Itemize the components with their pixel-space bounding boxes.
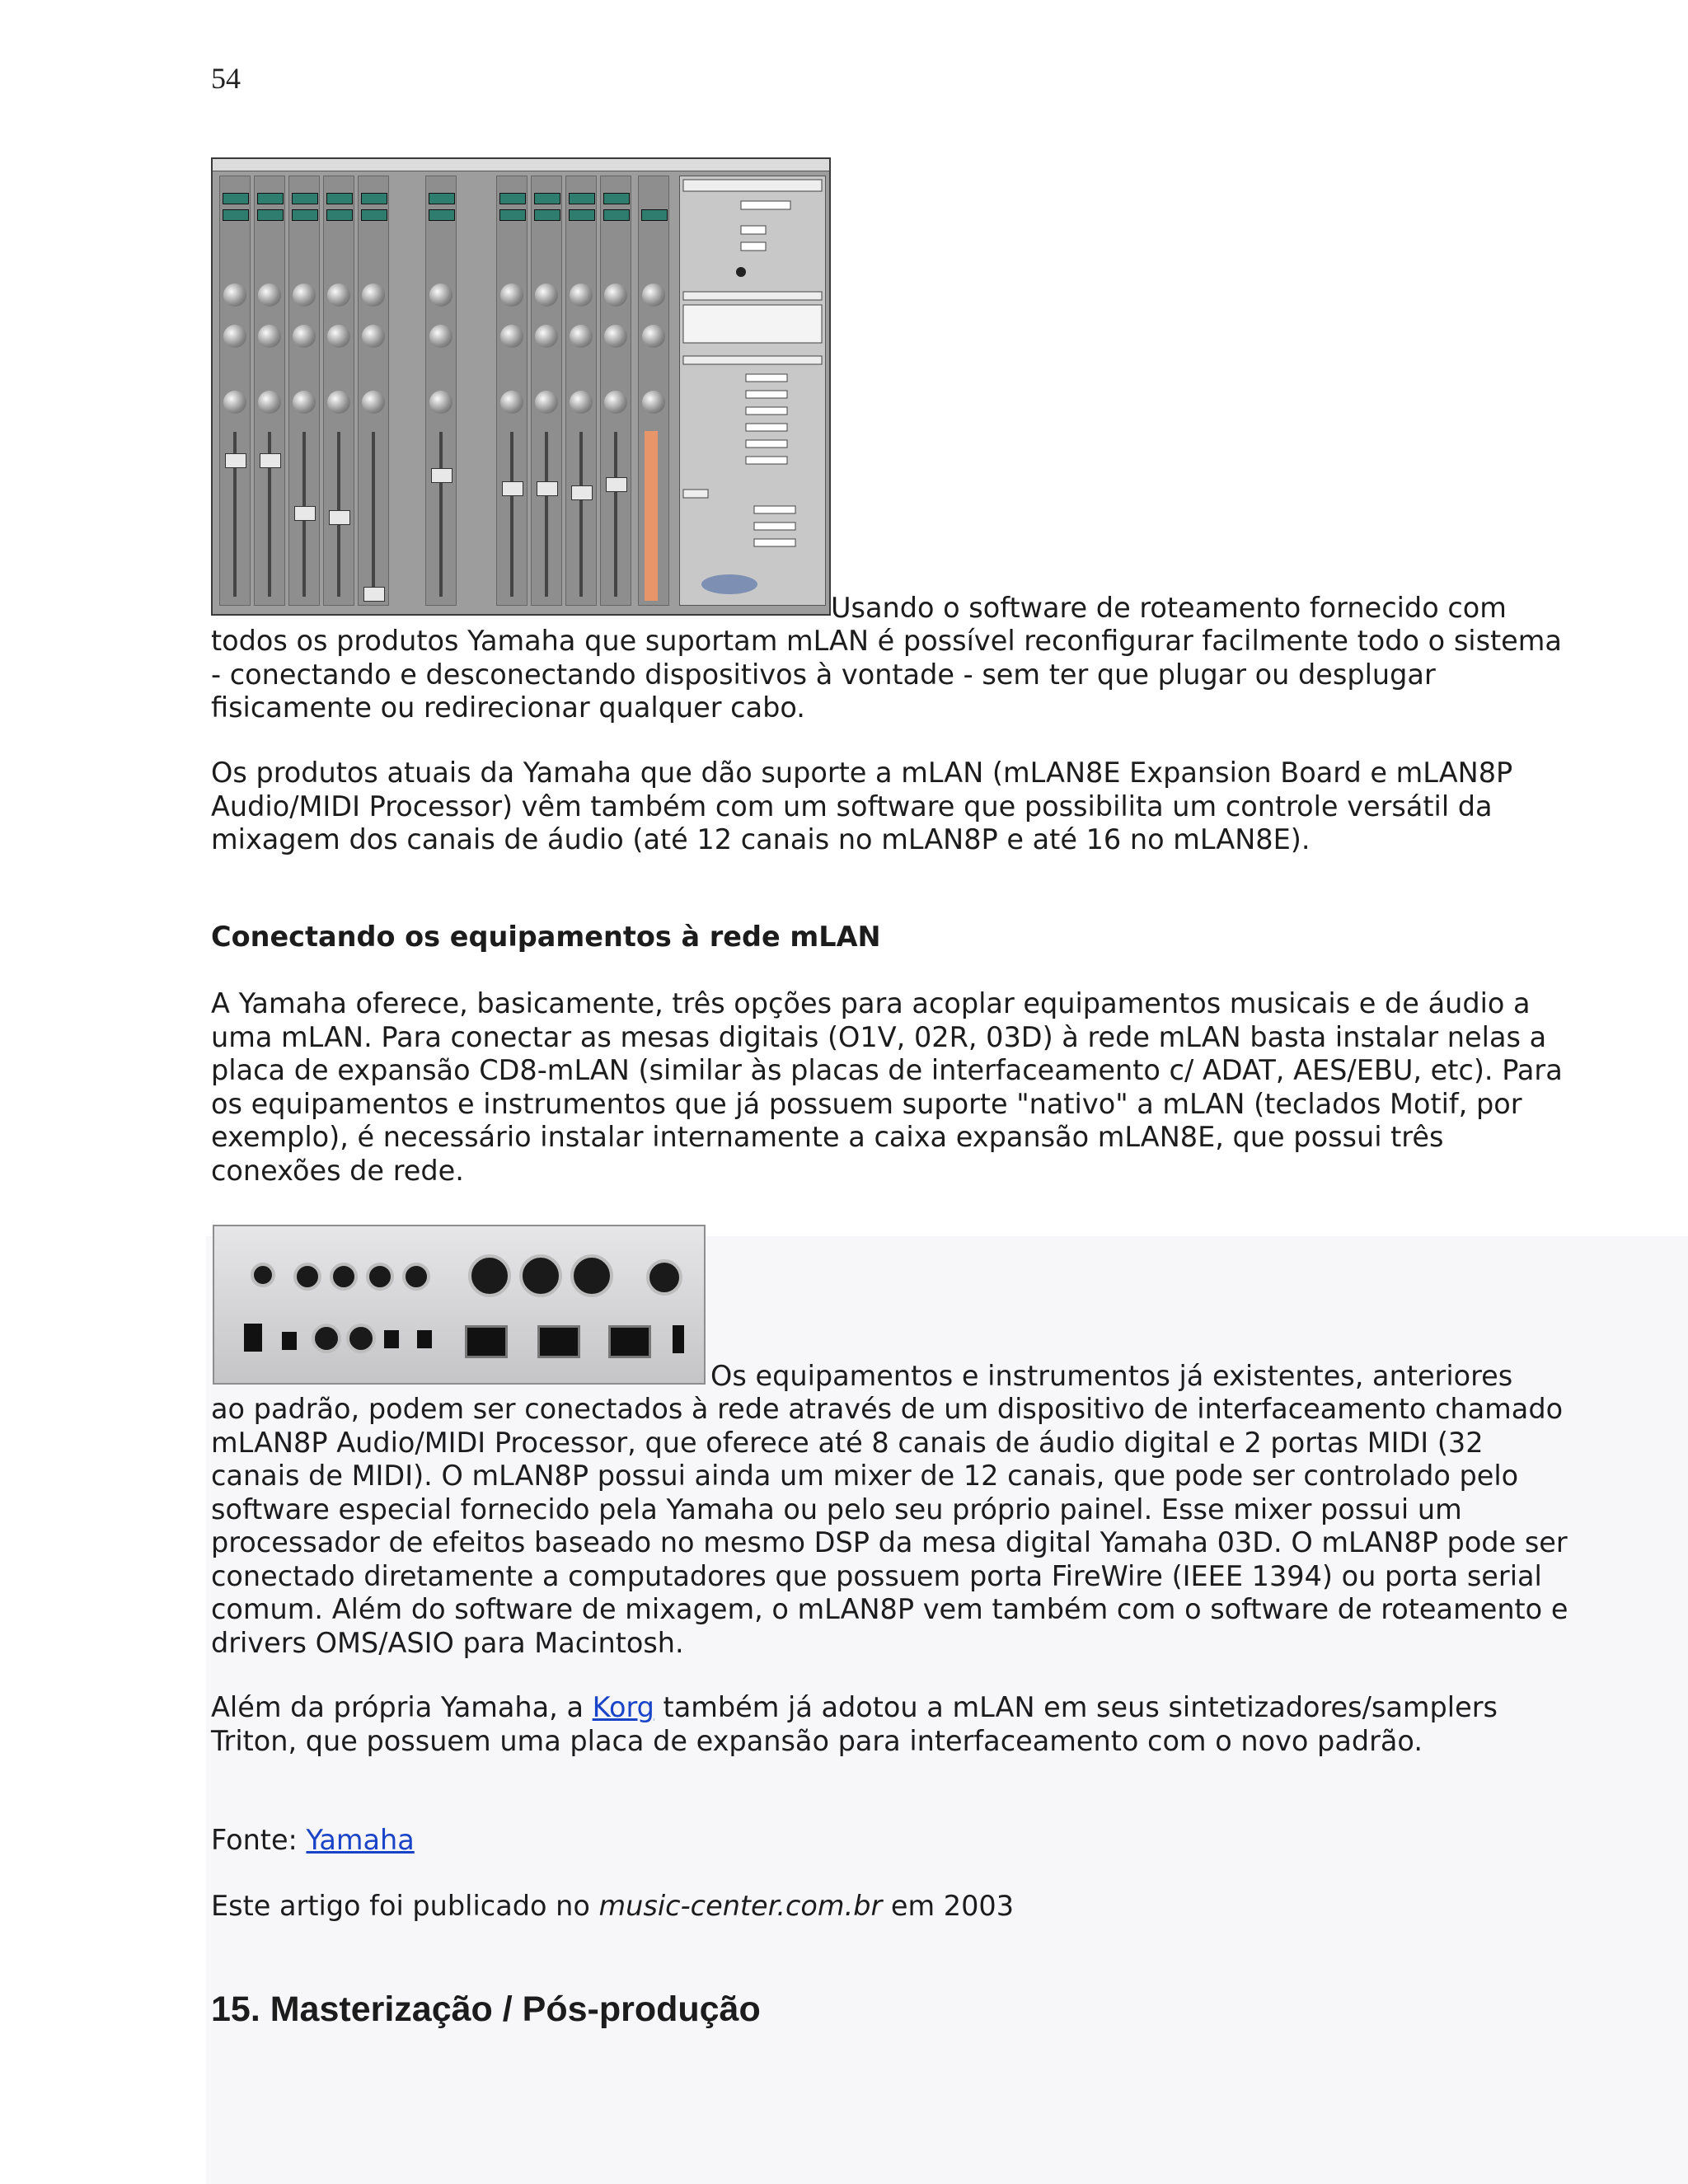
mlan8p-rear-panel-photo	[213, 1225, 706, 1385]
section-heading: Conectando os equipamentos à rede mLAN	[211, 921, 881, 953]
page-number: 54	[211, 62, 241, 95]
published-site: music-center.com.br	[598, 1890, 883, 1922]
published-after: em 2003	[882, 1890, 1015, 1922]
para5-after: também já adotou a mLAN em seus sintetizadores/samplers Triton, que possuem uma placa de expansão para interfaceamento com o novo padrão.	[211, 1691, 1498, 1757]
source-label: Fonte:	[211, 1824, 307, 1856]
source-line	[211, 1824, 1571, 1858]
published-before: Este artigo foi publicado no	[211, 1890, 599, 1922]
para1-first-line: Usando o software de roteamento fornecido com	[831, 592, 1507, 624]
para4-body: ao padrão, podem ser conectados à rede através de um dispositivo de interfaceamento chamado mLAN8P Audio/MIDI Processor, que oferece até 8 canais de áudio digital e 2 portas MIDI (32 canais de MIDI). O mLAN8P possui ainda um mixer de 12 canais, que pode ser controlado pelo software especial fornecido pela Yamaha ou pelo seu próprio painel. Esse mixer possui um processador de efeitos baseado no mesmo DSP da mesa digital Yamaha 03D. O mLAN8P pode ser conectado diretamente a computadores que possuem porta FireWire (IEEE 1394) ou porta serial comum. Além do software de mixagem, o mLAN8P vem também com o software de roteamento e drivers OMS/ASIO para Macintosh.	[211, 1393, 1568, 1659]
para5-before: Além da própria Yamaha, a	[211, 1691, 593, 1723]
korg-link[interactable]: Korg	[592, 1691, 654, 1723]
para4-first-line: Os equipamentos e instrumentos já existentes, anteriores	[710, 1360, 1513, 1392]
published-line	[211, 1890, 1571, 1924]
mixer-software-screenshot	[211, 157, 831, 616]
para1-body: todos os produtos Yamaha que suportam mLAN é possível reconfigurar facilmente todo o sistema - conectando e desconectando dispositivos à vontade - sem ter que plugar ou desplugar fisicamente ou redirecionar qualquer cabo.	[211, 625, 1562, 724]
yamaha-link[interactable]: Yamaha	[306, 1824, 415, 1856]
settings-panel-graphic	[680, 176, 825, 605]
settings-panel	[679, 176, 826, 606]
para3: A Yamaha oferece, basicamente, três opções para acoplar equipamentos musicais e de áudio a uma mLAN. Para conectar as mesas digitais (O1V, 02R, 03D) à rede mLAN basta instalar nelas a placa de expansão CD8-mLAN (similar às placas de interfaceamento c/ ADAT, AES/EBU, etc). Para os equipamentos e instrumentos que já possuem suporte "nativo" a mLAN (teclados Motif, por exemplo), é necessário instalar internamente a caixa expansão mLAN8E, que possui três conexões de rede.	[211, 987, 1563, 1187]
chapter-heading: 15. Masterização / Pós-produção	[211, 1990, 761, 2029]
para5	[211, 1691, 1571, 1758]
level-meter	[645, 431, 658, 601]
window-title-bar	[213, 159, 829, 171]
para2: Os produtos atuais da Yamaha que dão suporte a mLAN (mLAN8E Expansion Board e mLAN8P Audio/MIDI Processor) vêm também com um software que possibilita um controle versátil da mixagem dos canais de áudio (até 12 canais no mLAN8P e até 16 no mLAN8E).	[211, 757, 1513, 855]
